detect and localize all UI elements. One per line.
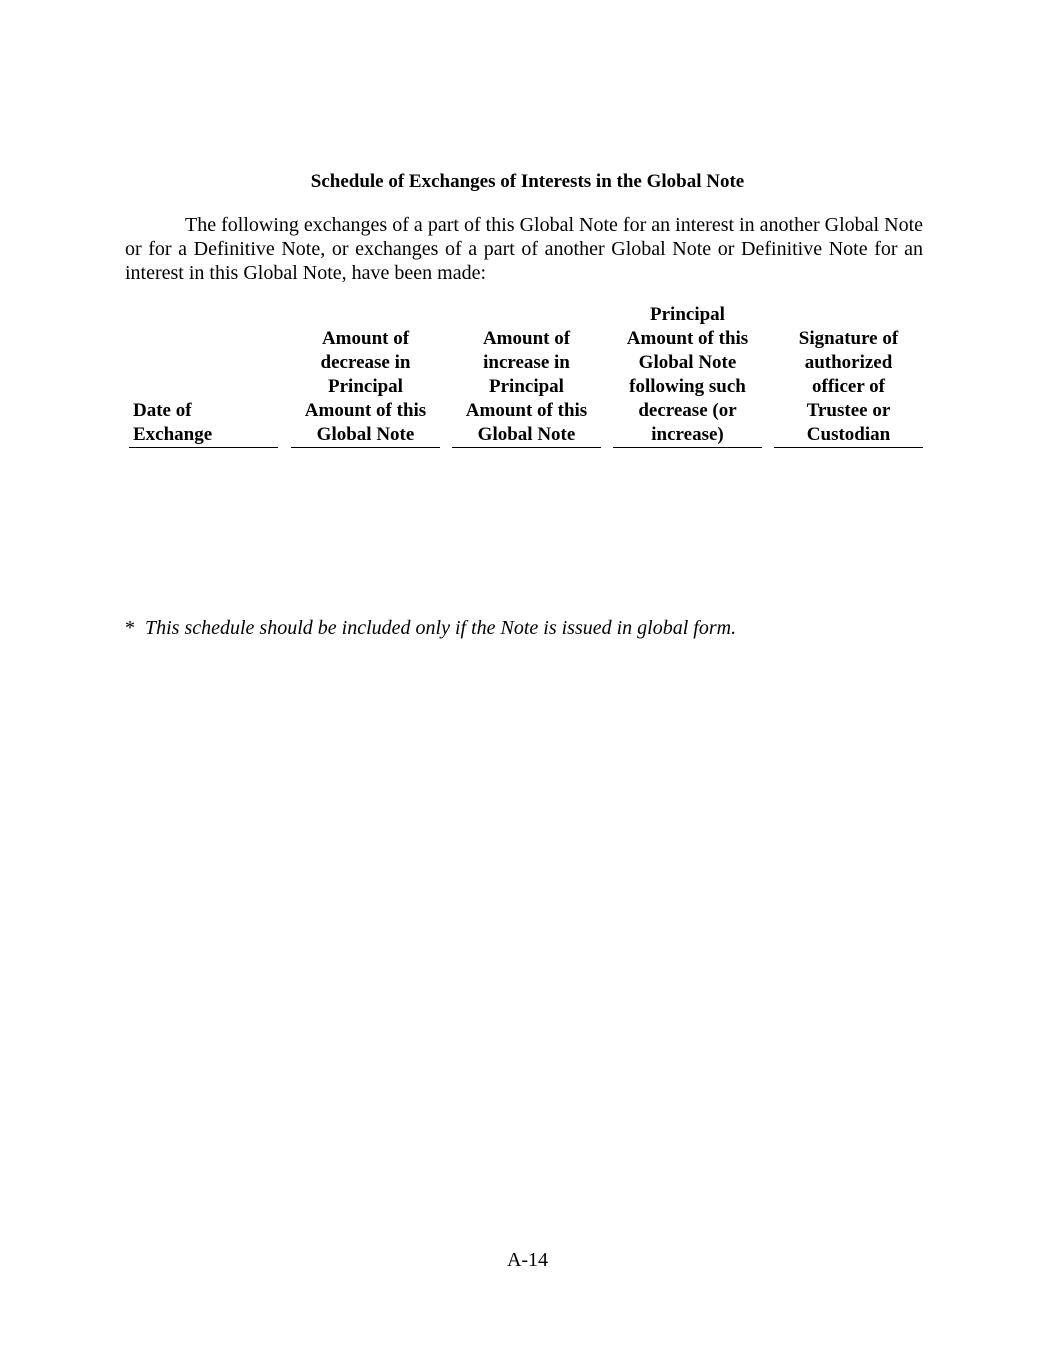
header-line: Principal <box>489 376 564 397</box>
footnote <box>125 616 736 640</box>
header-line: Amount of <box>321 328 410 349</box>
header-line: Date of <box>133 400 192 421</box>
intro-paragraph: The following exchanges of a part of this Global Note for an interest in another Global Note or for a Definitive Note, or exchanges of a part of another Global Note or Definitive Note for an interest in this Global Note, have been made: <box>125 214 923 284</box>
exchange-schedule-table <box>129 304 923 448</box>
header-line: Exchange <box>133 424 213 445</box>
header-line: decrease in <box>320 352 411 373</box>
header-line: Amount of this <box>304 400 427 421</box>
header-line: increase) <box>651 424 724 445</box>
header-line: Amount of <box>482 328 571 349</box>
header-line: Global Note <box>477 424 576 445</box>
header-line: increase in <box>483 352 570 373</box>
page-number: A-14 <box>506 1249 549 1271</box>
header-line: Custodian <box>806 424 891 445</box>
header-line: officer of <box>812 376 885 397</box>
footnote-marker: * <box>125 617 135 639</box>
header-line: decrease (or <box>638 400 737 421</box>
column-header-principal-following <box>613 303 762 448</box>
header-line: Trustee or <box>806 400 891 421</box>
header-line: Global Note <box>638 352 737 373</box>
header-line: Principal <box>650 304 725 325</box>
header-line: Principal <box>328 376 403 397</box>
column-header-signature <box>774 327 923 448</box>
column-header-increase-amount <box>452 327 601 448</box>
page-title: Schedule of Exchanges of Interests in the Global Note <box>310 171 745 192</box>
column-header-date-of-exchange <box>129 399 278 448</box>
header-line: following such <box>629 376 746 397</box>
header-line: authorized <box>804 352 893 373</box>
header-line: Amount of this <box>626 328 749 349</box>
footnote-text: This schedule should be included only if the Note is issued in global form. <box>145 617 737 639</box>
header-line: Amount of this <box>465 400 588 421</box>
header-line: Signature of <box>798 328 899 349</box>
header-line: Global Note <box>316 424 415 445</box>
column-header-decrease-amount <box>291 327 440 448</box>
